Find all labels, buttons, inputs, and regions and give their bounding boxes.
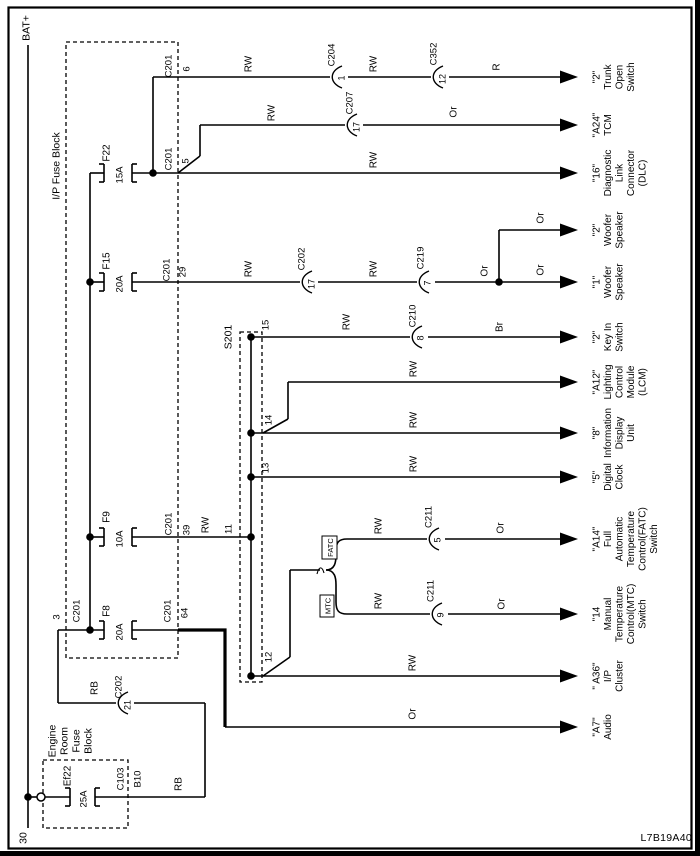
target-information-display-unit — [560, 408, 637, 458]
alt-tag-text: FATC — [326, 538, 335, 557]
target-label-line: Display — [614, 416, 626, 450]
wire-color: RW — [243, 55, 255, 73]
target-label-line: Woofer — [603, 265, 614, 299]
connector-c202-pin17 — [297, 248, 317, 293]
target-label-line: Temperature — [614, 585, 626, 643]
target-label-line: Open — [614, 64, 626, 90]
bus-bottom-label: 30 — [17, 832, 30, 844]
connector-pin: 5 — [432, 537, 443, 543]
connector-c211-pin5 — [424, 506, 443, 550]
fuse-rating: 15A — [114, 166, 126, 184]
connector-c204-pin1 — [327, 44, 347, 88]
connector-name: C210 — [407, 304, 419, 328]
connector-pin: 9 — [435, 612, 446, 618]
target-label-line: Audio — [603, 714, 614, 740]
target-label-line: Unit — [626, 424, 637, 442]
wire-color: RB — [173, 777, 185, 791]
fuse-name: Ef22 — [62, 765, 74, 787]
target-label-line: "1" — [591, 275, 603, 289]
target-label-line: "2" — [591, 70, 603, 84]
target-label-line: Speaker — [614, 263, 626, 301]
connector-pin: 7 — [422, 280, 433, 286]
fuse-f15 — [99, 252, 137, 293]
fuse-rating: 25A — [78, 790, 90, 808]
target-label-line: (LCM) — [637, 368, 649, 396]
wire-color-labels — [90, 55, 547, 791]
target-label-line: Information — [603, 407, 614, 459]
edge-label: C201 — [163, 147, 175, 171]
connector-pin: 12 — [437, 73, 448, 85]
target-label-line: "A24" — [591, 112, 603, 138]
edge-label: 12 — [263, 651, 275, 663]
fuse-f9 — [99, 511, 137, 548]
wire-color: R — [491, 63, 503, 71]
splice-s201-label — [223, 325, 235, 350]
edge-labels — [52, 55, 275, 791]
junction-dot — [86, 278, 94, 286]
ip-fuse-block-outline — [66, 42, 178, 658]
arrow-icon — [560, 670, 578, 683]
target-audio — [560, 714, 614, 740]
wire-color: RW — [408, 455, 420, 473]
target-label-line: I/P — [603, 669, 614, 683]
arrow-icon — [560, 71, 578, 84]
connector-name: C211 — [423, 505, 435, 529]
junction-dot — [247, 473, 255, 481]
fuse-rating: 20A — [114, 275, 126, 293]
arrow-icon — [560, 276, 578, 289]
edge-label: B10 — [132, 770, 144, 788]
target-label-line: Clock — [614, 464, 626, 490]
wire-color: Or — [448, 106, 460, 118]
junction-dots — [24, 169, 503, 801]
wire-color: RW — [368, 151, 380, 169]
fuse-ef22 — [63, 765, 101, 807]
target-key-in-switch — [560, 322, 626, 351]
wire-color: Or — [535, 212, 547, 224]
connector-c210-pin8 — [408, 305, 426, 348]
connector-name: C219 — [415, 246, 427, 270]
edge-label: C201 — [161, 258, 173, 282]
target-woofer-speaker — [560, 211, 626, 249]
edge-label: 11 — [223, 524, 235, 534]
engine-room-fuse-block-label — [47, 724, 95, 757]
target-label-line: Switch — [626, 62, 637, 92]
junction-dot — [149, 169, 157, 177]
junction-dot — [247, 533, 255, 541]
fuse-rating: 20A — [114, 623, 126, 641]
junction-dot — [24, 793, 32, 801]
target-label-line: Lighting — [603, 364, 614, 400]
target-label-line: Switch — [637, 599, 649, 629]
wire-color: RB — [89, 681, 101, 695]
bus-top-label: BAT+ — [20, 15, 33, 41]
connector-pin: 17 — [351, 121, 362, 133]
edge-label: 15 — [260, 319, 272, 331]
connector-name: C211 — [425, 579, 437, 603]
connector-pin: 21 — [122, 699, 133, 711]
target-label-line: "A12" — [591, 369, 603, 395]
ip-fuse-block-label — [51, 132, 63, 200]
fuse-name: F8 — [101, 605, 113, 617]
target-i-p-cluster — [560, 659, 626, 691]
wire-color: RW — [408, 411, 420, 429]
connector-name: C352 — [428, 42, 440, 66]
target-label-line: Diagnostic — [603, 149, 614, 197]
target-lighting-control-module-lcm — [560, 364, 649, 399]
wire-color: RW — [407, 654, 419, 672]
arrow-icon — [560, 224, 578, 237]
connector-name: C204 — [326, 43, 338, 67]
target-label-line: Temperature — [626, 510, 637, 568]
target-label-line: Speaker — [614, 211, 626, 249]
target-label-line: Woofer — [603, 213, 614, 247]
target-label-line: Switch — [614, 322, 626, 352]
edge-label: 6 — [181, 66, 193, 72]
target-label-line: TCM — [603, 114, 614, 136]
junction-dot — [247, 672, 255, 680]
wire-color: RW — [243, 260, 255, 278]
edge-label: 5 — [180, 158, 192, 164]
block-title-line: I/P Fuse Block — [50, 132, 63, 200]
target-label-line: Link — [614, 163, 626, 183]
edge-label: C201 — [71, 599, 83, 623]
arrow-icon — [560, 471, 578, 484]
edge-label: C103 — [115, 767, 127, 791]
target-label-line: Digital — [603, 463, 614, 491]
target-diagnostic-link-connector-dlc — [560, 149, 649, 196]
wire-color: Or — [495, 522, 507, 534]
wire-color: RW — [368, 260, 380, 278]
wire-color: RW — [266, 104, 278, 122]
fuse-rating: 10A — [114, 530, 126, 548]
wire-color: RW — [368, 55, 380, 73]
fuse-f8 — [99, 605, 137, 641]
wire-color: RW — [373, 592, 385, 610]
connector-pin: 8 — [415, 335, 426, 341]
alt-tag-text: MTC — [323, 597, 333, 615]
target-label-line: Control(FATC) — [637, 507, 649, 571]
target-label-line: "2" — [591, 330, 603, 344]
target-label-line: "5" — [591, 470, 603, 484]
arrow-icon — [560, 331, 578, 344]
block-title-line: Room — [58, 726, 71, 756]
fuse-name: F15 — [101, 252, 113, 270]
wire-color: RW — [200, 516, 212, 534]
block-title-line: Block — [82, 728, 95, 754]
target-label-line: "A7" — [591, 717, 603, 737]
target-label-line: Key In — [603, 322, 614, 352]
fuse-name: F22 — [101, 144, 113, 162]
junction-dot — [247, 429, 255, 437]
edge-label: 64 — [179, 607, 191, 619]
arrow-icon — [560, 376, 578, 389]
diagram-code: L7B19A40 — [640, 832, 692, 844]
wire-color: RW — [408, 360, 420, 378]
connector-c352-pin12 — [429, 43, 448, 88]
wire-color: Or — [407, 708, 419, 720]
wire-color: RW — [341, 313, 353, 331]
edge-label: C201 — [163, 54, 175, 78]
wire-color: Br — [494, 322, 506, 332]
connector-pin: 17 — [306, 278, 317, 290]
edge-label: 3 — [51, 614, 63, 620]
junction-dot — [247, 333, 255, 341]
edge-label: 29 — [177, 266, 189, 278]
target-trunk-open-switch — [560, 62, 637, 91]
junction-dot — [495, 278, 503, 286]
target-label-line: Control(MTC) — [626, 583, 637, 645]
target-label-line: Cluster — [614, 660, 626, 692]
arrow-icon — [560, 119, 578, 132]
arrow-icon — [560, 721, 578, 734]
target-digital-clock — [560, 463, 626, 491]
terminal-ring — [37, 793, 45, 801]
target-label-line: Full — [603, 530, 614, 548]
arrow-icon — [560, 427, 578, 440]
target-label-line: Module — [626, 365, 637, 399]
arrow-icon — [560, 608, 578, 621]
junction-dot — [86, 626, 94, 634]
wire-color: Or — [479, 265, 491, 277]
target-label-line: Control — [614, 365, 626, 399]
wire-color: Or — [496, 598, 508, 610]
connector-name: C202 — [113, 675, 125, 699]
connector-c211-pin9 — [426, 580, 446, 625]
target-label-line: "8" — [591, 426, 603, 440]
target-label-line: "16" — [591, 163, 603, 183]
alt-tag-mtc — [320, 595, 334, 617]
target-woofer-speaker — [560, 263, 626, 301]
wire-color: RW — [373, 517, 385, 535]
target-label-line: (DLC) — [637, 159, 649, 187]
target-label-line: Trunk — [603, 64, 614, 90]
target-full-automatic-temperature-control-fatc-switch — [560, 507, 660, 571]
edge-label: 39 — [181, 524, 193, 536]
target-label-line: "14 — [591, 606, 603, 622]
bus-labels — [18, 15, 33, 844]
block-title-line: Engine — [46, 724, 59, 758]
fuse-f22 — [99, 144, 137, 184]
edge-label: C201 — [163, 512, 175, 536]
target-label-line: Automatic — [614, 516, 626, 562]
wire-color: Or — [535, 264, 547, 276]
target-label-line: "2" — [591, 223, 603, 237]
fuse-name: F9 — [101, 511, 113, 523]
connector-name: C202 — [296, 247, 308, 271]
block-title-line: S201 — [222, 324, 235, 350]
arrow-icon — [560, 167, 578, 180]
target-label-line: " A36" — [591, 662, 603, 690]
alt-tag-fatc — [322, 536, 337, 559]
junction-dot — [86, 533, 94, 541]
block-title-line: Fuse — [70, 729, 83, 753]
target-label-line: Connector — [626, 149, 637, 197]
target-manual-temperature-control-mtc-switch — [560, 584, 649, 645]
target-label-line: "A14" — [591, 526, 603, 552]
connector-name: C207 — [344, 91, 356, 115]
connector-c202-pin21 — [114, 676, 133, 714]
connector-c207-pin17 — [345, 92, 362, 136]
arrow-icon — [560, 533, 578, 546]
target-label-line: Manual — [603, 597, 614, 631]
edge-label: C201 — [162, 599, 174, 623]
target-label-line: Switch — [649, 524, 660, 554]
target-tcm — [560, 112, 614, 137]
connector-c219-pin7 — [416, 247, 433, 293]
connector-pin: 1 — [336, 75, 347, 81]
edge-label: 13 — [260, 462, 272, 474]
edge-label: 14 — [263, 414, 275, 426]
